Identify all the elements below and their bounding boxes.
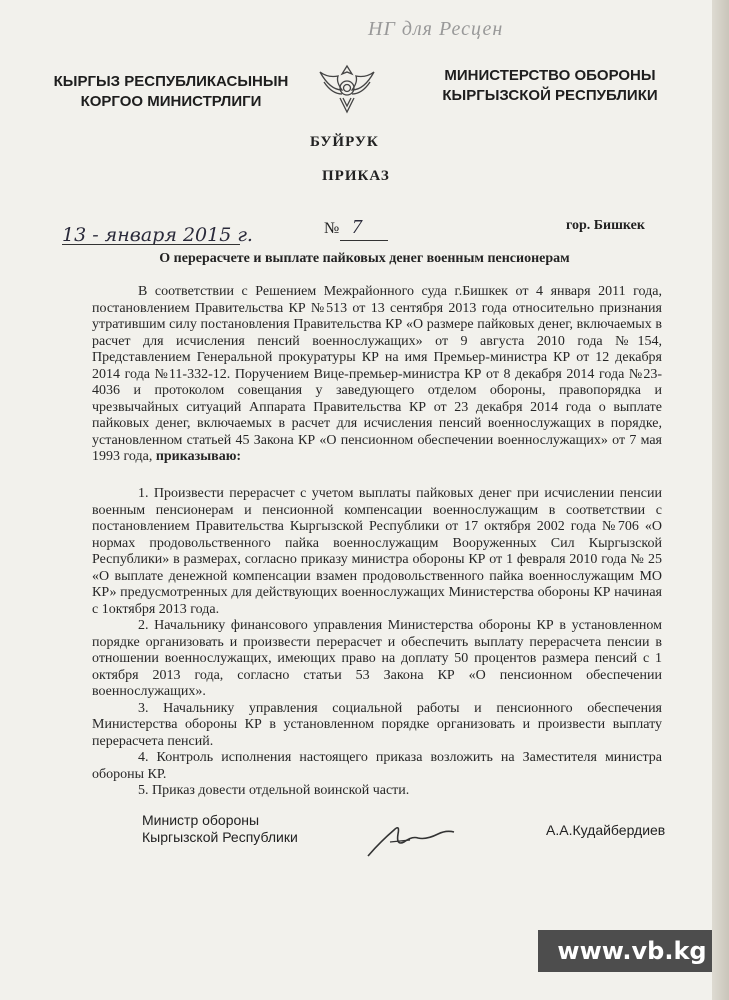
doc-city: гор. Бишкек <box>566 218 645 233</box>
header-left-line2: КОРГОО МИНИСТРЛИГИ <box>80 93 262 110</box>
scan-edge <box>712 0 729 1000</box>
header-right-line1: МИНИСТЕРСТВО ОБОРОНЫ <box>444 67 656 84</box>
doc-date: 13 - января 2015 г. <box>62 224 253 246</box>
order-item-2: 2. Начальнику финансового управления Министерства обороны КР в установленном порядке организовать и произвести перерасчет и обеспечить выплату перерасчета пенсии в отношении военнослужащих, имеющих право на доплату 50 процентов размера пенсий с 1 октября 2013 года, согласно статьи 53 Закона КР «О пенсионном обеспечении военнослужащих». <box>92 618 662 699</box>
watermark-logo: www.vb.kg <box>538 930 726 972</box>
handwritten-signature-icon <box>360 812 460 862</box>
doc-title-russian: ПРИКАЗ <box>322 168 390 184</box>
signatory-position <box>142 812 298 846</box>
order-item-1: 1. Произвести перерасчет с учетом выплаты пайковых денег при исчислении пенсии военным пенсионерам и пенсионной компенсации военнослужащим в соответствии с постановлением Правительства Кыргызской Республики от 17 октября 2002 года №706 «О нормах продовольственного пайка военнослужащим Вооруженных Сил Кыргызской Республики» в размерах, согласно приказу министра обороны КР от 1 февраля 2010 года № 25 «О выплате денежной компенсации взамен продовольственного пайка военнослужащим МО КР» предусмотренных для действующих военнослужащих Министерства обороны КР начиная с 1октября 2013 года. <box>92 486 662 617</box>
header-right-russian <box>430 66 670 106</box>
eagle-emblem-icon <box>316 60 378 116</box>
signatory-position-line2: Кыргызской Республики <box>142 829 298 845</box>
order-item-3: 3. Начальнику управления социальной работы и пенсионного обеспечения Министерства обороны КР в установленном порядке организовать и произвести выплату перерасчета пенсий. <box>92 700 662 749</box>
order-word: приказываю: <box>155 449 242 464</box>
number-underline <box>340 240 388 241</box>
order-items <box>92 486 662 800</box>
header-left-line1: КЫРГЫЗ РЕСПУБЛИКАСЫНЫН <box>53 73 289 90</box>
order-item-5: 5. Приказ довести отдельной воинской части. <box>138 783 410 798</box>
intro-text: В соответствии с Решением Межрайонного суда г.Бишкек от 4 января 2011 года, постановлением Правительства КР №513 от 13 сентября 2013 года относительно признания утратившим силу постановления Правительства КР «О размере пайковых денег, включаемых в расчет для исчисления пенсий военнослужащих» от 9 августа 2010 года №154, Представлением Генеральной прокуратуры КР на имя Премьер-министра КР от 12 декабря 2014 года №11-332-12. Поручением Вице-премьер-министра КР от 8 декабря 2014 года №23-4036 и протоколом совещания у заведующего отделом обороны, правопорядка и чрезвычайных ситуаций Аппарата Правительства КР от 23 декабря 2014 года о выплате пайковых денег, включаемых в расчет для исчисления пенсий военнослужащих в порядке, установленном статьей 45 Закона КР «О пенсионном обеспечении военнослужащих» от 7 мая 1993 года, <box>92 284 662 464</box>
body-intro <box>92 284 662 466</box>
doc-number-label: № <box>324 220 340 237</box>
handwritten-note: НГ для Ресцен <box>368 18 504 40</box>
header-left-kyrgyz <box>46 72 296 112</box>
header-right-line2: КЫРГЫЗСКОЙ РЕСПУБЛИКИ <box>442 87 658 104</box>
order-item-4: 4. Контроль исполнения настоящего приказа возложить на Заместителя министра обороны КР. <box>92 750 662 782</box>
signatory-name: А.А.Кудайбердиев <box>546 822 666 838</box>
doc-subject: О перерасчете и выплате пайковых денег военным пенсионерам <box>159 251 570 266</box>
doc-number: 7 <box>352 216 362 238</box>
date-underline <box>62 244 240 245</box>
doc-title-kyrgyz: БУЙРУК <box>310 134 379 150</box>
signatory-position-line1: Министр обороны <box>142 812 260 828</box>
